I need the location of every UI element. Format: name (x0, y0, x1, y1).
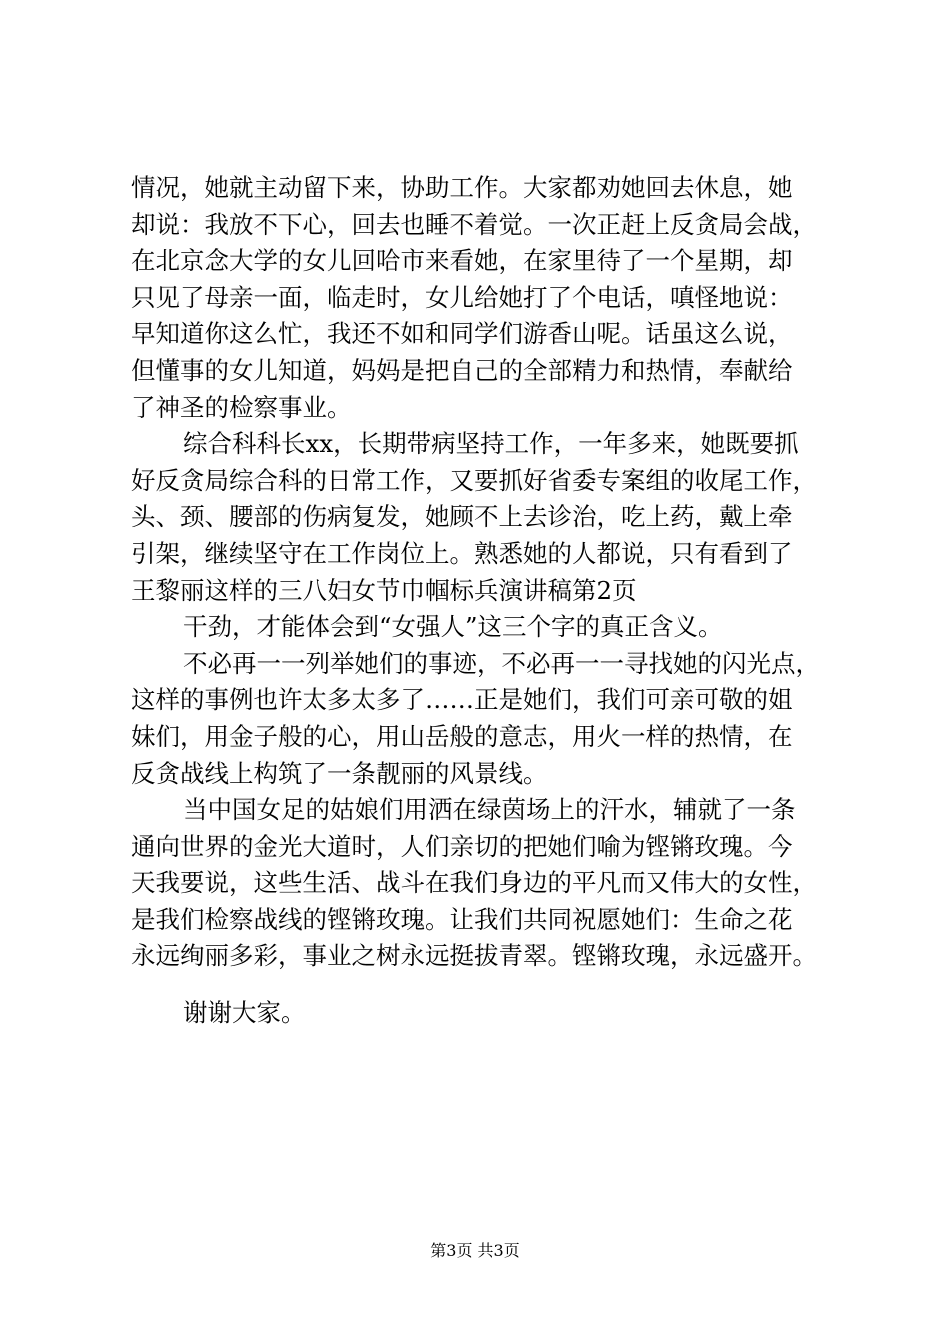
text-line: 不必再一一列举她们的事迹，不必再一一寻找她的闪光点， (183, 648, 820, 678)
body-text (131, 170, 851, 1032)
text-line: 谢谢大家。 (183, 998, 306, 1028)
text-line: 情况，她就主动留下来，协助工作。大家都劝她回去休息，她 (131, 173, 793, 202)
text-line: 早知道你这么忙，我还不如和同学们游香山呢。话虽这么说， (131, 319, 793, 349)
text-line: 却说：我放不下心，回去也睡不着觉。一次正赶上反贪局会战， (131, 209, 817, 239)
text-line: 在北京念大学的女儿回哈市来看她，在家里待了一个星期，却 (131, 246, 793, 276)
text-line: 干劲，才能体会到“女强人”这三个字的真正含义。 (183, 612, 723, 642)
text-line: 但懂事的女儿知道，妈妈是把自己的全部精力和热情，奉献给 (131, 355, 793, 385)
text-line: 通向世界的金光大道时，人们亲切的把她们喻为铿锵玫瑰。今 (131, 831, 793, 861)
text-line: 王黎丽这样的三八妇女节巾帼标兵演讲稿第2页 (131, 575, 637, 605)
text-line: 综合科科长xx，长期带病坚持工作，一年多来，她既要抓 (183, 429, 799, 459)
text-line: 天我要说，这些生活、战斗在我们身边的平凡而又伟大的女性， (131, 868, 817, 898)
text-line: 引架，继续坚守在工作岗位上。熟悉她的人都说，只有看到了 (131, 538, 793, 568)
text-line: 头、颈、腰部的伤病复发，她顾不上去诊治，吃上药，戴上牵 (131, 502, 793, 532)
text-line: 好反贪局综合科的日常工作，又要抓好省委专案组的收尾工作， (131, 465, 817, 495)
text-line: 是我们检察战线的铿锵玫瑰。让我们共同祝愿她们：生命之花 (131, 904, 793, 934)
text-line: 只见了母亲一面，临走时，女儿给她打了个电话，嗔怪地说： (131, 282, 793, 312)
page-footer: 第3页 共3页 (430, 1241, 520, 1260)
text-line: 这样的事例也许太多太多了……正是她们，我们可亲可敬的姐 (131, 685, 793, 715)
text-line: 了神圣的检察事业。 (131, 392, 352, 422)
text-line: 永远绚丽多彩，事业之树永远挺拔青翠。铿锵玫瑰，永远盛开。 (131, 941, 817, 971)
text-line: 当中国女足的姑娘们用洒在绿茵场上的汗水，辅就了一条 (183, 795, 796, 825)
text-line: 反贪战线上构筑了一条靓丽的风景线。 (131, 758, 548, 788)
text-line: 妹们，用金子般的心，用山岳般的意志，用火一样的热情，在 (131, 721, 793, 751)
